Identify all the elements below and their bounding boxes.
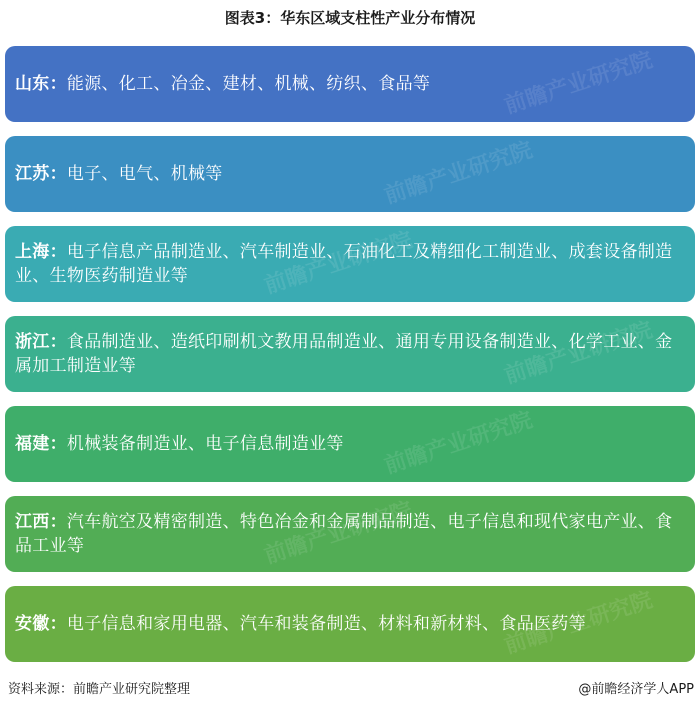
region-industries: 汽车航空及精密制造、特色冶金和金属制品制造、电子信息和现代家电产业、食品工业等 [15, 512, 673, 556]
region-row-text [15, 432, 344, 456]
region-name: 上海： [15, 242, 67, 262]
watermark-logo: 前瞻产业研究院 [261, 227, 416, 300]
region-name: 江西： [15, 512, 67, 532]
chart-title: 图表3：华东区域支柱性产业分布情况 [224, 9, 476, 27]
region-row-text [15, 510, 681, 558]
region-row-shanghai [5, 226, 695, 302]
region-row-text [15, 330, 681, 378]
region-industries: 电子信息和家用电器、汽车和装备制造、材料和新材料、食品医药等 [66, 614, 586, 634]
watermark-logo: 前瞻产业研究院 [381, 137, 536, 210]
region-name: 山东： [15, 74, 67, 94]
source-note: 资料来源：前瞻产业研究院整理 [8, 682, 191, 697]
region-industries: 食品制造业、造纸印刷机文教用品制造业、通用专用设备制造业、化学工业、金属加工制造业等 [15, 332, 673, 376]
region-row-shandong [5, 46, 695, 122]
region-row-jiangxi [5, 496, 695, 572]
credit-note: @前瞻经济学人APP [578, 682, 694, 697]
watermark-logo: 前瞻产业研究院 [501, 317, 656, 390]
watermark-logo: 前瞻产业研究院 [261, 497, 416, 570]
region-industries: 电子信息产品制造业、汽车制造业、石油化工及精细化工制造业、成套设备制造业、生物医药制造业等 [15, 242, 673, 286]
region-industries: 机械装备制造业、电子信息制造业等 [66, 434, 344, 454]
region-list [5, 46, 695, 662]
watermark-logo: 前瞻产业研究院 [501, 47, 656, 120]
region-name: 福建： [15, 434, 67, 454]
region-row-jiangsu [5, 136, 695, 212]
region-row-text [15, 240, 681, 288]
footer [0, 676, 700, 698]
region-row-fujian [5, 406, 695, 482]
region-row-zhejiang [5, 316, 695, 392]
region-industries: 电子、电气、机械等 [66, 164, 223, 184]
region-row-anhui [5, 586, 695, 662]
region-name: 浙江： [15, 332, 67, 352]
region-row-text [15, 612, 586, 636]
watermark-logo: 前瞻产业研究院 [501, 587, 656, 660]
region-name: 江苏： [15, 164, 67, 184]
region-row-text [15, 72, 430, 96]
watermark-logo: 前瞻产业研究院 [381, 407, 536, 480]
region-row-text [15, 162, 223, 186]
region-name: 安徽： [15, 614, 67, 634]
region-industries: 能源、化工、冶金、建材、机械、纺织、食品等 [66, 74, 431, 94]
